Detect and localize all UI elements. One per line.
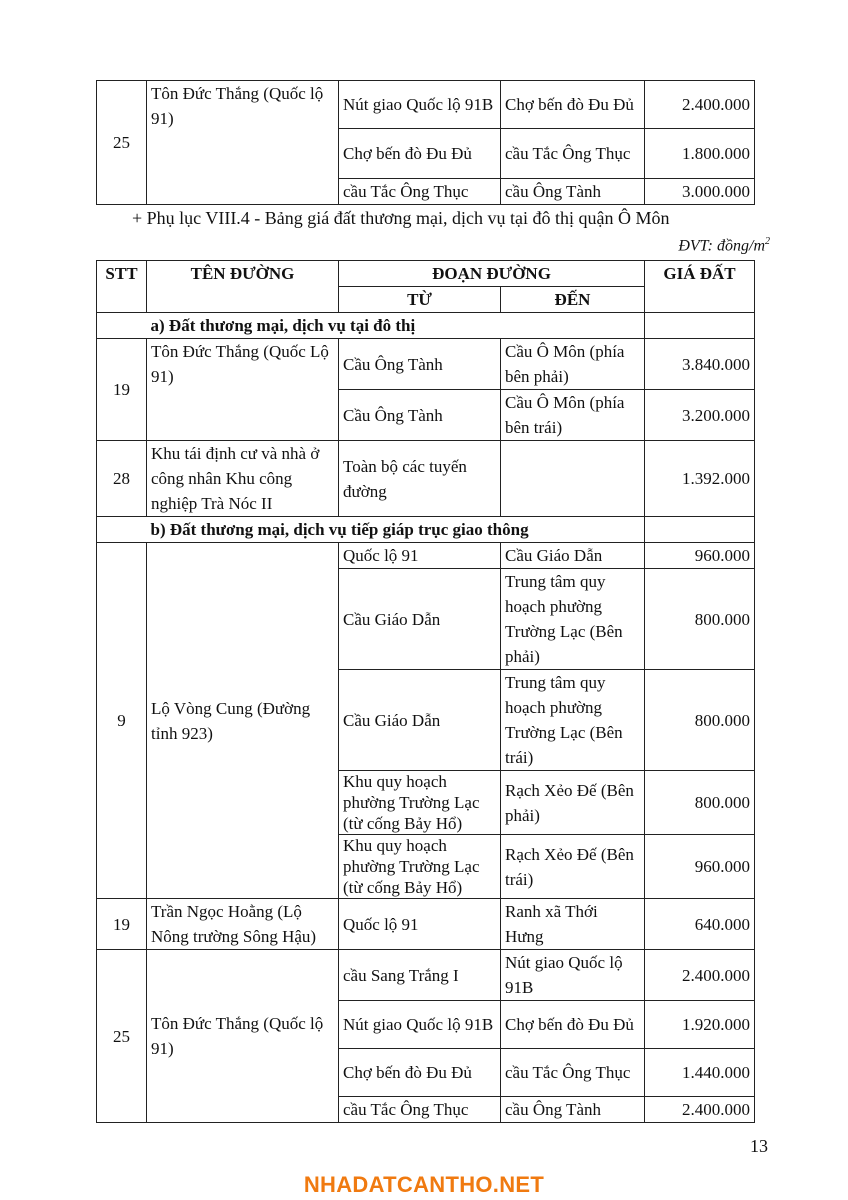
price-table xyxy=(96,260,755,1123)
price-cell: 640.000 xyxy=(645,899,755,950)
to-cell: Nút giao Quốc lộ 91B xyxy=(501,950,645,1001)
table-row xyxy=(97,899,755,950)
street-name-cell: Khu tái định cư và nhà ở công nhân Khu công nghiệp Trà Nóc II xyxy=(147,441,339,517)
to-cell: Chợ bến đò Đu Đủ xyxy=(501,1001,645,1049)
price-cell: 3.840.000 xyxy=(645,339,755,390)
section-row xyxy=(97,517,755,543)
to-cell: cầu Tắc Ông Thục xyxy=(501,129,645,179)
price-cell: 1.440.000 xyxy=(645,1049,755,1097)
to-cell: Trung tâm quy hoạch phường Trường Lạc (Bên trái) xyxy=(501,670,645,771)
section-row xyxy=(97,313,755,339)
street-name-cell: Trần Ngọc Hoằng (Lộ Nông trường Sông Hậu) xyxy=(147,899,339,950)
stt-cell: 25 xyxy=(97,81,147,205)
to-cell: Ranh xã Thới Hưng xyxy=(501,899,645,950)
to-cell xyxy=(501,441,645,517)
unit-label: ĐVT: đồng/$m^2$ xyxy=(678,236,770,255)
stt-cell: 25 xyxy=(97,950,147,1123)
price-cell: 1.920.000 xyxy=(645,1001,755,1049)
stt-cell: 19 xyxy=(97,899,147,950)
from-cell: Khu quy hoạch phường Trường Lạc (từ cống Bảy Hổ) xyxy=(339,771,501,835)
table-row xyxy=(97,339,755,390)
price-cell: 2.400.000 xyxy=(645,1097,755,1123)
price-cell: 800.000 xyxy=(645,771,755,835)
price-cell: 800.000 xyxy=(645,569,755,670)
table-row xyxy=(97,543,755,569)
header-segment: ĐOẠN ĐƯỜNG xyxy=(339,261,645,287)
stt-cell: 9 xyxy=(97,543,147,899)
price-cell: 3.200.000 xyxy=(645,390,755,441)
from-cell: Nút giao Quốc lộ 91B xyxy=(339,1001,501,1049)
header-stt: STT xyxy=(97,261,147,313)
from-cell: Chợ bến đò Đu Đủ xyxy=(339,129,501,179)
street-name-cell: Tôn Đức Thắng (Quốc Lộ 91) xyxy=(147,339,339,441)
header-street: TÊN ĐƯỜNG xyxy=(147,261,339,313)
price-cell: 1.800.000 xyxy=(645,129,755,179)
header-row xyxy=(97,261,755,287)
section-b-title: b) Đất thương mại, dịch vụ tiếp giáp trục giao thông xyxy=(147,517,645,543)
to-cell: Cầu Ô Môn (phía bên trái) xyxy=(501,390,645,441)
from-cell: Cầu Ông Tành xyxy=(339,339,501,390)
table-row xyxy=(97,441,755,517)
from-cell: Khu quy hoạch phường Trường Lạc (từ cống Bảy Hổ) xyxy=(339,835,501,899)
from-cell: Quốc lộ 91 xyxy=(339,899,501,950)
from-cell: Quốc lộ 91 xyxy=(339,543,501,569)
from-cell: cầu Tắc Ông Thục xyxy=(339,179,501,205)
from-cell: cầu Tắc Ông Thục xyxy=(339,1097,501,1123)
price-cell: 1.392.000 xyxy=(645,441,755,517)
from-cell: Nút giao Quốc lộ 91B xyxy=(339,81,501,129)
page-number: 13 xyxy=(750,1136,768,1156)
to-cell: Cầu Ô Môn (phía bên phải) xyxy=(501,339,645,390)
street-name-cell: Tôn Đức Thắng (Quốc lộ 91) xyxy=(147,950,339,1123)
from-cell: Toàn bộ các tuyến đường xyxy=(339,441,501,517)
section-a-title: a) Đất thương mại, dịch vụ tại đô thị xyxy=(147,313,645,339)
to-cell: Trung tâm quy hoạch phường Trường Lạc (Bên phải) xyxy=(501,569,645,670)
to-cell: Rạch Xẻo Đế (Bên trái) xyxy=(501,835,645,899)
to-cell: cầu Ông Tành xyxy=(501,1097,645,1123)
header-to: ĐẾN xyxy=(501,287,645,313)
price-cell: 3.000.000 xyxy=(645,179,755,205)
table-row xyxy=(97,950,755,1001)
table-row xyxy=(97,81,755,129)
to-cell: cầu Tắc Ông Thục xyxy=(501,1049,645,1097)
street-name-cell: Lộ Vòng Cung (Đường tỉnh 923) xyxy=(147,543,339,899)
price-table-continuation xyxy=(96,80,755,205)
to-cell: Rạch Xẻo Đế (Bên phải) xyxy=(501,771,645,835)
price-cell: 960.000 xyxy=(645,543,755,569)
stt-cell: 19 xyxy=(97,339,147,441)
from-cell: Cầu Ông Tành xyxy=(339,390,501,441)
site-watermark[interactable]: NHADATCANTHO.NET xyxy=(303,1172,545,1197)
from-cell: Cầu Giáo Dẫn xyxy=(339,670,501,771)
table-caption: + Phụ lục VIII.4 - Bảng giá đất thương mại, dịch vụ tại đô thị quận Ô Môn xyxy=(132,208,670,228)
price-cell: 800.000 xyxy=(645,670,755,771)
to-cell: Chợ bến đò Đu Đủ xyxy=(501,81,645,129)
stt-cell: 28 xyxy=(97,441,147,517)
header-from: TỪ xyxy=(339,287,501,313)
from-cell: Cầu Giáo Dẫn xyxy=(339,569,501,670)
price-cell: 2.400.000 xyxy=(645,81,755,129)
to-cell: Cầu Giáo Dẫn xyxy=(501,543,645,569)
from-cell: Chợ bến đò Đu Đủ xyxy=(339,1049,501,1097)
from-cell: cầu Sang Trắng I xyxy=(339,950,501,1001)
to-cell: cầu Ông Tành xyxy=(501,179,645,205)
street-name-cell: Tôn Đức Thắng (Quốc lộ 91) xyxy=(147,81,339,205)
price-cell: 2.400.000 xyxy=(645,950,755,1001)
header-price: GIÁ ĐẤT xyxy=(645,261,755,313)
price-cell: 960.000 xyxy=(645,835,755,899)
